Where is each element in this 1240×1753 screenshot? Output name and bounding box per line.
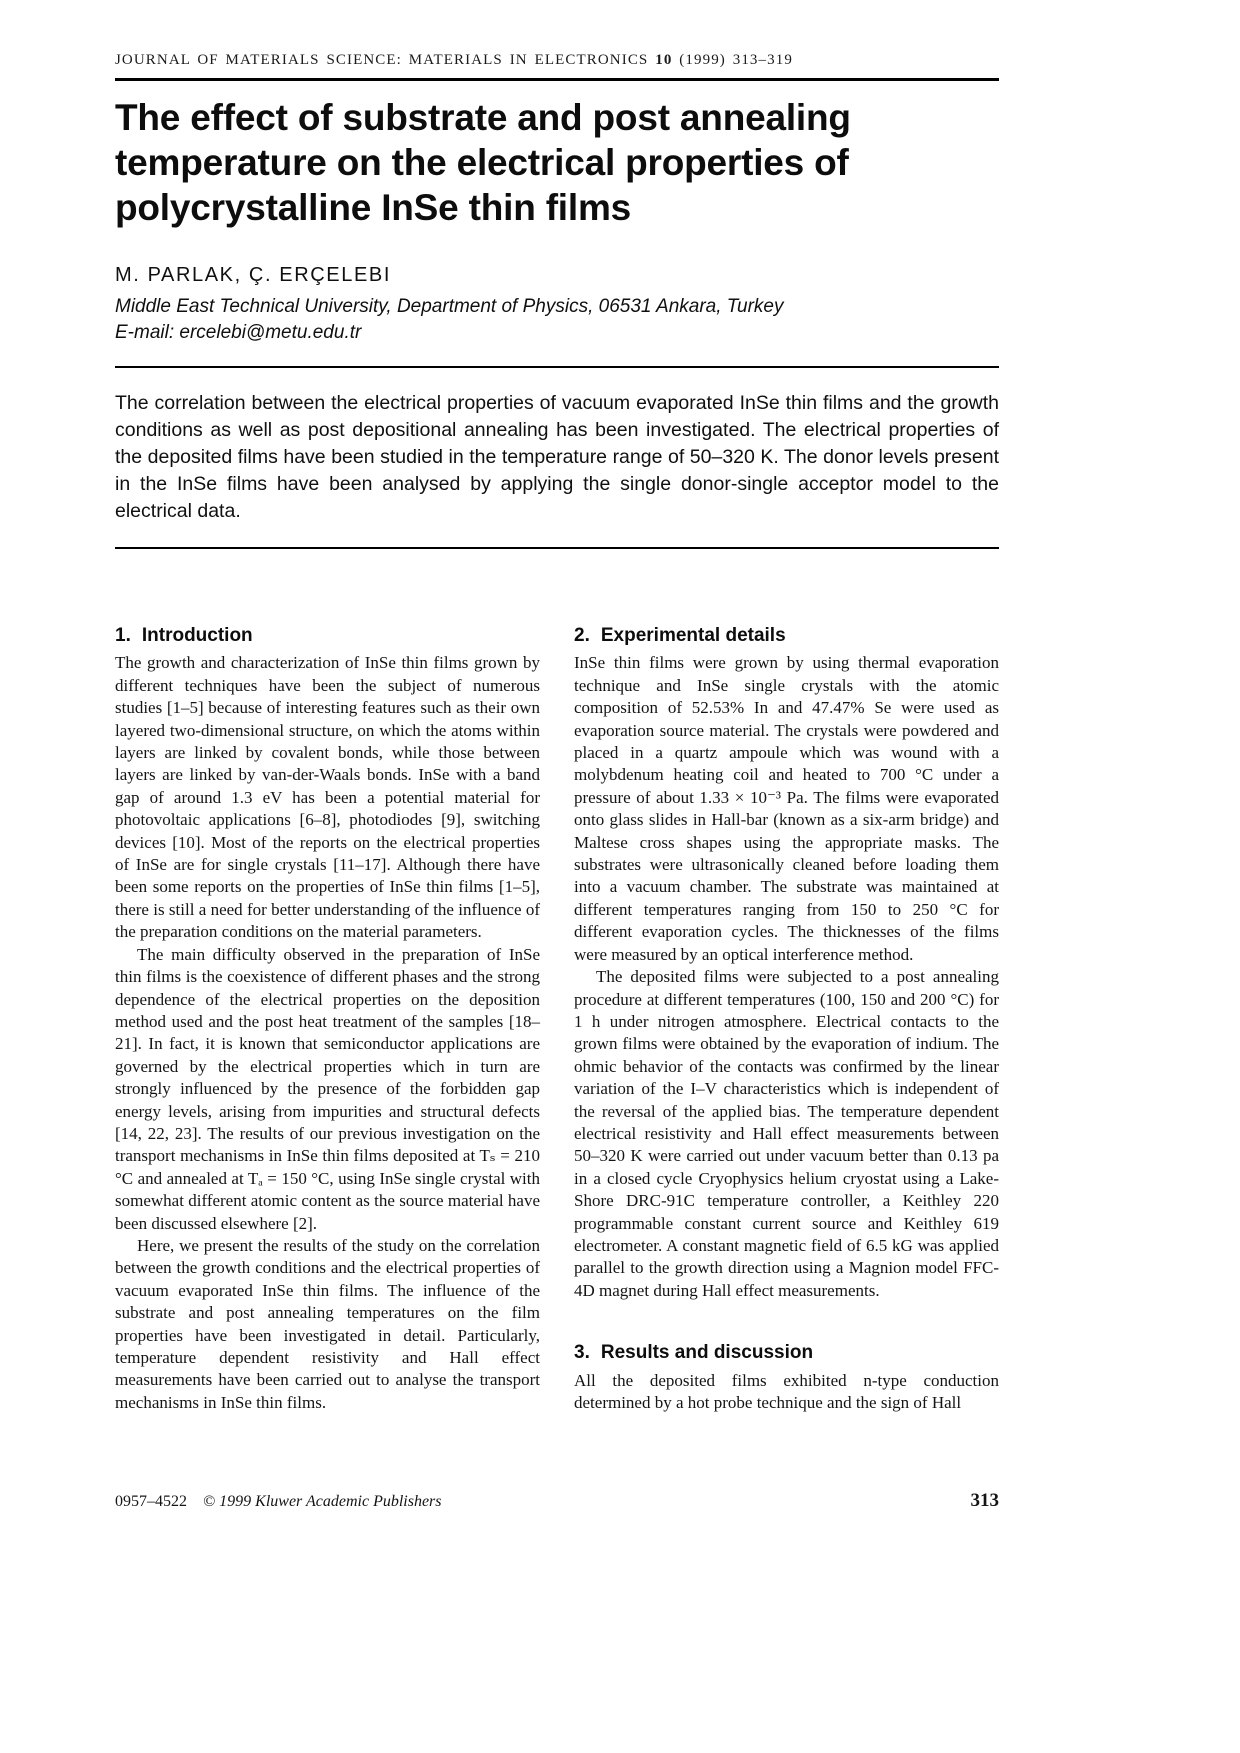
section-heading-introduction: [115, 625, 540, 647]
left-column: [115, 625, 540, 1414]
page-footer: [115, 1490, 999, 1512]
author-names: M. PARLAK, Ç. ERÇELEBI: [115, 264, 392, 286]
abstract-top-rule: [115, 366, 999, 368]
header-rule: [115, 78, 999, 81]
right-column: [574, 625, 999, 1414]
section-number: 2.: [574, 625, 590, 646]
page-content: [115, 0, 999, 1414]
abstract-bottom-rule: [115, 547, 999, 549]
copyright-notice: © 1999 Kluwer Academic Publishers: [203, 1493, 442, 1510]
experimental-paragraph-1: InSe thin films were grown by using thermal evaporation technique and InSe single crystals with the atomic composition of 52.53% In and 47.47% Se were used as evaporation source material. The crystals were powdered and placed in a quartz ampoule which was wound with a molybdenum heating coil and heated to 700 °C under a pressure of about 1.33 × 10⁻³ Pa. The films were evaporated onto glass slides in Hall-bar (known as a six-arm bridge) and Maltese cross shapes using the appropriate masks. The substrates were ultrasonically cleaned before loading them into a vacuum chamber. The substrate was maintained at different temperatures ranging from 150 to 250 °C for different evaporation cycles. The thicknesses of the films were measured by an optical interference method.: [574, 653, 999, 964]
footer-left: [115, 1493, 442, 1511]
author-email: E-mail: ercelebi@metu.edu.tr: [115, 322, 362, 343]
journal-name: JOURNAL OF MATERIALS SCIENCE: MATERIALS IN ELECTRONICS: [115, 52, 649, 68]
journal-header-line: [115, 52, 999, 69]
issn: 0957–4522: [115, 1493, 187, 1510]
abstract-text: The correlation between the electrical properties of vacuum evaporated InSe thin films and the growth conditions as well as post depositional annealing has been investigated. The electrical properties of the deposited films have been studied in the temperature range of 50–320 K. The donor levels present in the InSe films have been analysed by applying the single donor-single acceptor model to the electrical data.: [115, 392, 999, 522]
section-title: Results and discussion: [600, 1342, 814, 1364]
page-number: 313: [970, 1490, 999, 1511]
intro-paragraph-3: Here, we present the results of the study on the correlation between the growth conditions and the electrical properties of vacuum evaporated InSe thin films. The influence of the substrate and post annealing temperatures on the film properties have been investigated in detail. Particularly, temperature dependent resistivity and Hall effect measurements have been carried out to analyse the transport mechanisms in InSe thin films.: [115, 1235, 540, 1412]
journal-volume: 10: [655, 52, 673, 68]
journal-issue-pages: (1999) 313–319: [679, 52, 793, 68]
intro-paragraph-2: The main difficulty observed in the preparation of InSe thin films is the coexistence of different phases and the strong dependence of the electrical properties on the deposition method used and the post heat treatment of the samples [18–21]. In fact, it is known that semiconductor applications are governed by the electrical properties which in turn are strongly influenced by the presence of the forbidden gap energy levels, arising from impurities and structural defects [14, 22, 23]. The results of our previous investigation on the transport mechanisms in InSe thin films deposited at Tₛ = 210 °C and annealed at Tₐ = 150 °C, using InSe single crystal with somewhat different atomic content as the source material have been discussed elsewhere [2].: [115, 944, 540, 1233]
two-column-body: [115, 625, 999, 1414]
experimental-paragraph-2: The deposited films were subjected to a post annealing procedure at different temperatures (100, 150 and 200 °C) for 1 h under nitrogen atmosphere. Electrical contacts to the grown films were obtained by the evaporation of indium. The ohmic behavior of the contacts was confirmed by the linear variation of the I–V characteristics which is independent of the reversal of the applied bias. The temperature dependent electrical resistivity and Hall effect measurements between 50–320 K were carried out under vacuum better than 0.13 pa in a closed cycle Cryophysics helium cryostat using a Lake-Shore DRC-91C temperature controller, a Keithley 220 programmable constant current source and Keithley 619 electrometer. A constant magnetic field of 6.5 kG was applied parallel to the growth direction using a Magnion model FFC-4D magnet during Hall effect measurements.: [574, 967, 999, 1300]
section-title: Experimental details: [600, 625, 786, 646]
results-paragraph-1: All the deposited films exhibited n-type conduction determined by a hot probe technique and the sign of Hall: [574, 1370, 999, 1412]
section-number: 1.: [115, 625, 131, 646]
section-heading-experimental: [574, 625, 999, 647]
section-number: 3.: [574, 1342, 590, 1364]
section-title: Introduction: [141, 625, 253, 646]
section-heading-results: [574, 1342, 999, 1364]
paper-title: The effect of substrate and post annealing temperature on the electrical properties of polycrystalline InSe thin films: [115, 97, 851, 228]
intro-paragraph-1: The growth and characterization of InSe thin films grown by different techniques have been the subject of numerous studies [1–5] because of interesting features such as their own layered two-dimensional structure, on which the atoms within layers are linked by covalent bonds, while those between layers are linked by van-der-Waals bonds. InSe with a band gap of around 1.3 eV has been a potential material for photovoltaic applications [6–8], photodiodes [9], switching devices [10]. Most of the reports on the electrical properties of InSe are for single crystals [11–17]. Although there have been some reports on the properties of InSe thin films [1–5], there is still a need for better understanding of the influence of the preparation conditions on the material parameters.: [115, 653, 540, 942]
author-affiliation: Middle East Technical University, Department of Physics, 06531 Ankara, Turkey: [115, 296, 784, 317]
